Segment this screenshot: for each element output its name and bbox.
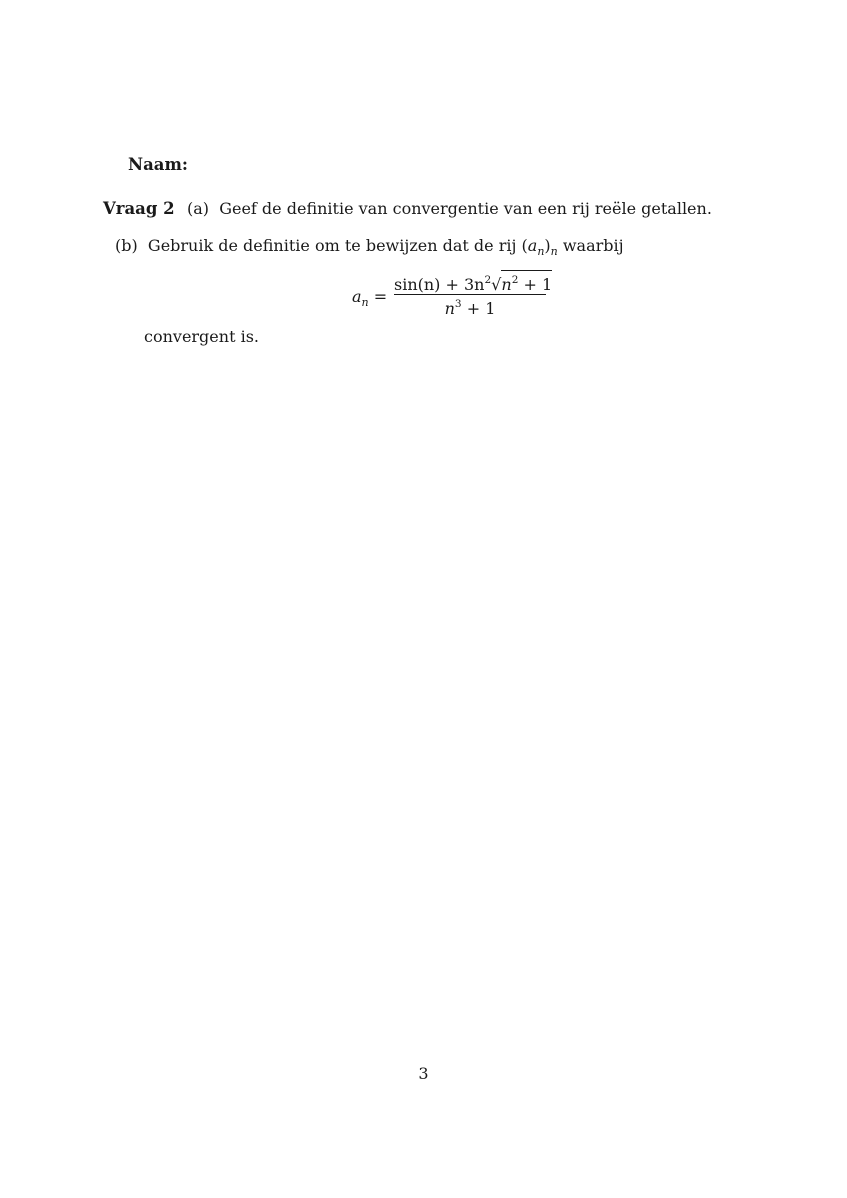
formula-lhs-subscript: n: [361, 296, 369, 309]
denominator-exponent: 3: [454, 298, 462, 310]
part-a-marker: (a): [187, 199, 210, 218]
name-label: Naam:: [128, 155, 189, 174]
part-b-conclusion: convergent is.: [144, 327, 259, 346]
formula-equals: =: [373, 287, 388, 306]
square-root: [491, 270, 552, 294]
part-b-text-before: Gebruik de definitie om te bewijzen dat de rij: [147, 236, 517, 255]
formula-denominator: [394, 298, 546, 318]
sqrt-radicand: [501, 270, 552, 293]
denominator-base: n: [444, 299, 455, 318]
part-a-text: Geef de definitie van convergentie van een rij reële getallen.: [219, 199, 712, 218]
radicand-base: n: [501, 275, 512, 294]
fraction-bar: [394, 294, 546, 295]
sqrt-icon: √: [491, 275, 502, 294]
part-b-marker: (b): [115, 236, 138, 255]
formula-fraction: [394, 270, 553, 318]
radicand-tail: + 1: [518, 275, 553, 294]
page-number: 3: [418, 1064, 429, 1083]
sequence-subscript: n: [537, 245, 545, 258]
sequence-index: n: [550, 245, 558, 258]
part-b-text-after: waarbij: [562, 236, 624, 255]
numerator-exponent: 2: [484, 274, 492, 286]
question-part-b: [115, 236, 624, 258]
radicand-exponent: 2: [511, 274, 519, 286]
denominator-tail: + 1: [461, 299, 496, 318]
formula-numerator: [394, 270, 553, 294]
formula-lhs-symbol: a: [352, 287, 362, 306]
question-label: Vraag 2: [103, 199, 175, 218]
formula-lhs: [352, 287, 387, 309]
sequence-notation: $(a_n)_n$: [521, 236, 558, 258]
question-part-a: [187, 199, 712, 218]
sequence-symbol: a: [527, 236, 538, 255]
numerator-left: sin(n) + 3n: [394, 275, 485, 294]
